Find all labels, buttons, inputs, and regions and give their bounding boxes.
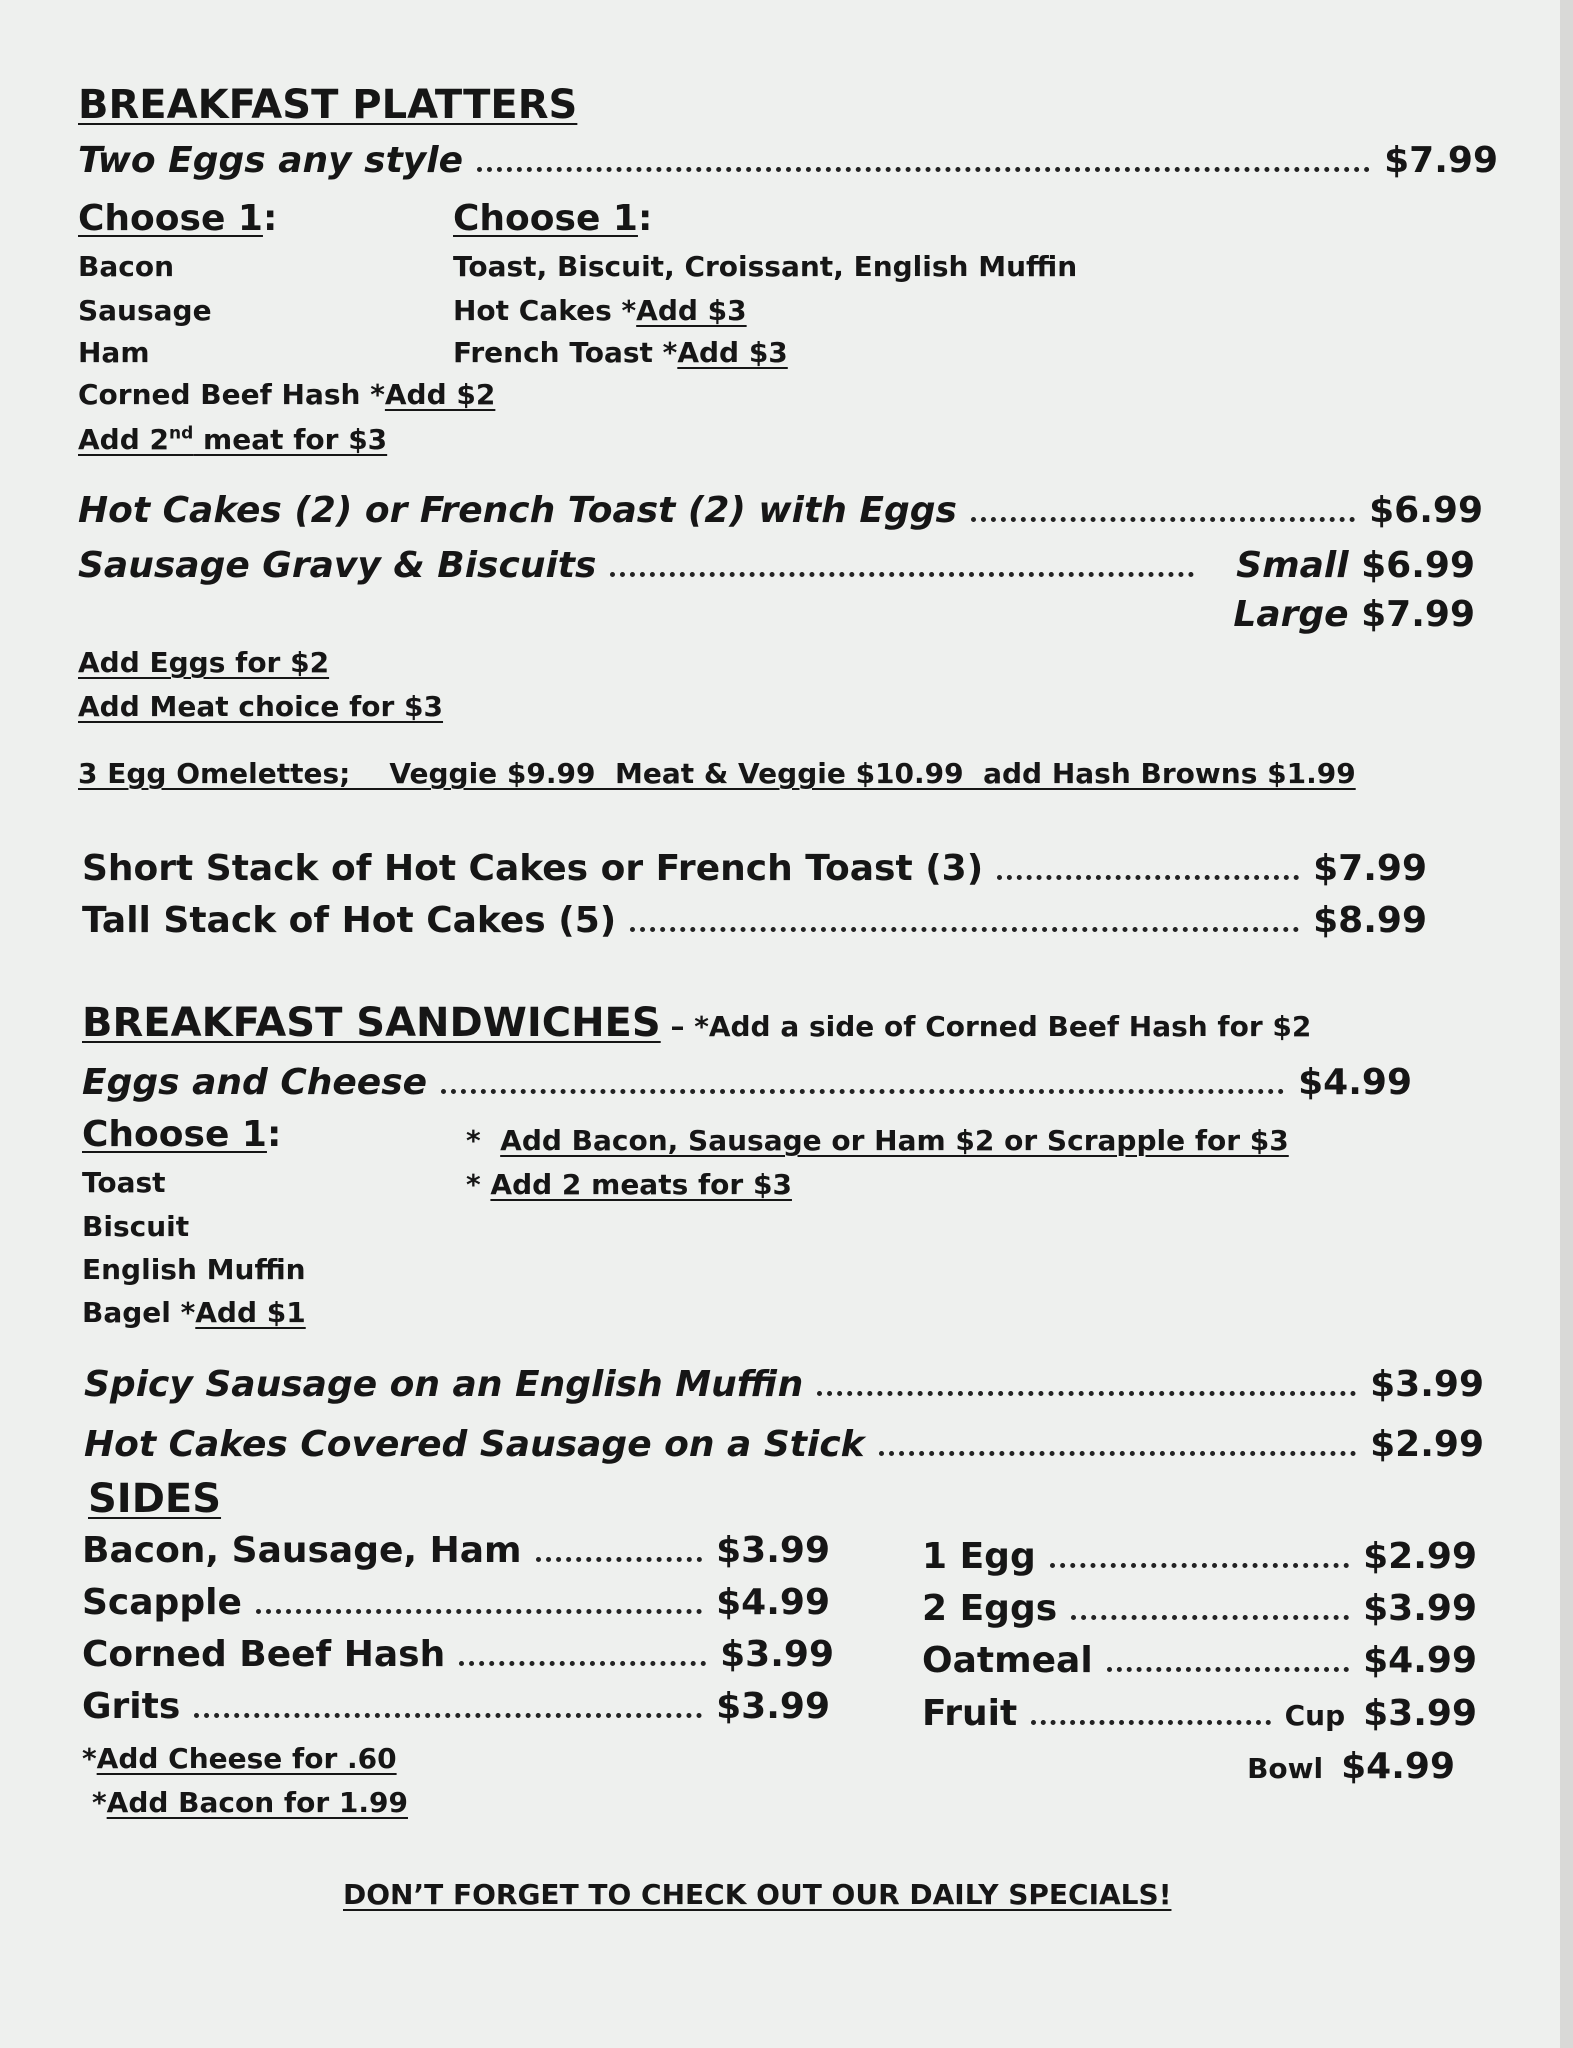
- leader-dots: [256, 1609, 702, 1614]
- section-heading-breakfast-sandwiches: BREAKFAST SANDWICHES – *Add a side of Corned Beef Hash for $2: [82, 1000, 1312, 1046]
- item-label: Scapple: [82, 1582, 242, 1623]
- item-label: Short Stack of Hot Cakes or French Toast (3): [82, 848, 984, 889]
- item-price: $3.99: [716, 1686, 830, 1727]
- leader-dots: [536, 1557, 703, 1562]
- leader-dots: [1031, 1720, 1270, 1725]
- choose-heading-bread: Choose 1:: [453, 198, 653, 239]
- item-label: 1 Egg: [922, 1536, 1036, 1577]
- option-second-meat: Add 2nd meat for $3: [78, 423, 388, 456]
- menu-item-spicy-sausage: [84, 1364, 1484, 1405]
- item-label: Sausage Gravy & Biscuits: [78, 545, 597, 586]
- menu-item-hot-cakes-eggs: [78, 490, 1483, 531]
- side-item: [82, 1582, 830, 1623]
- add-meat-note: Add Meat choice for $3: [78, 690, 444, 723]
- item-price: $3.99: [1370, 1364, 1484, 1405]
- daily-specials-footer: DON’T FORGET TO CHECK OUT OUR DAILY SPECIALS!: [343, 1878, 1172, 1911]
- menu-item-sausage-on-stick: [84, 1424, 1484, 1465]
- option-sausage: Sausage: [78, 294, 212, 327]
- leader-dots: [630, 927, 1299, 932]
- item-price: $6.99: [1369, 490, 1483, 531]
- add-bacon-note: *Add Bacon for 1.99: [92, 1786, 408, 1819]
- side-item-fruit: [922, 1693, 1477, 1734]
- item-price: $4.99: [1363, 1640, 1477, 1681]
- side-item: [922, 1536, 1477, 1577]
- gravy-large-price: Large $7.99: [1233, 594, 1475, 635]
- side-item: [82, 1530, 830, 1571]
- side-item: [922, 1588, 1477, 1629]
- leader-dots: [441, 1089, 1284, 1094]
- menu-item-eggs-cheese: [82, 1062, 1412, 1103]
- item-label: Tall Stack of Hot Cakes (5): [82, 900, 617, 941]
- fruit-cup-price: $3.99: [1363, 1693, 1477, 1734]
- item-label: 2 Eggs: [922, 1588, 1058, 1629]
- item-label: Fruit: [922, 1693, 1018, 1734]
- leader-dots: [1107, 1667, 1349, 1672]
- item-price: $4.99: [716, 1582, 830, 1623]
- option-ham: Ham: [78, 336, 150, 369]
- leader-dots: [997, 875, 1299, 880]
- item-price: $7.99: [1384, 140, 1498, 181]
- option-sandwich-bagel: Bagel *Add $1: [82, 1296, 306, 1329]
- option-sandwich-biscuit: Biscuit: [82, 1210, 190, 1243]
- item-price: $3.99: [716, 1530, 830, 1571]
- leader-dots: [1050, 1563, 1349, 1568]
- item-price: $4.99: [1298, 1062, 1412, 1103]
- option-corned-beef-hash: Corned Beef Hash *Add $2: [78, 378, 496, 411]
- add-cheese-note: *Add Cheese for .60: [82, 1742, 397, 1775]
- side-item: [82, 1686, 830, 1727]
- item-price: $3.99: [720, 1634, 834, 1675]
- sandwich-addon-two-meats: * Add 2 meats for $3: [466, 1168, 792, 1201]
- section-heading-breakfast-platters: BREAKFAST PLATTERS: [78, 82, 578, 128]
- item-price: $8.99: [1313, 900, 1427, 941]
- item-label: Bacon, Sausage, Ham: [82, 1530, 522, 1571]
- item-price: $2.99: [1363, 1536, 1477, 1577]
- item-label: Spicy Sausage on an English Muffin: [84, 1364, 804, 1405]
- option-bacon: Bacon: [78, 250, 175, 283]
- item-price: $2.99: [1370, 1424, 1484, 1465]
- item-label: Oatmeal: [922, 1640, 1093, 1681]
- fruit-bowl-price: Bowl $4.99: [1247, 1746, 1455, 1787]
- side-item: [922, 1640, 1477, 1681]
- item-label: Grits: [82, 1686, 181, 1727]
- item-label: Two Eggs any style: [78, 140, 463, 181]
- leader-dots: [477, 167, 1370, 172]
- sandwich-addon-meat: * Add Bacon, Sausage or Ham $2 or Scrapple for $3: [466, 1124, 1289, 1157]
- item-price: $3.99: [1363, 1588, 1477, 1629]
- option-sandwich-toast: Toast: [82, 1166, 166, 1199]
- item-price: $7.99: [1313, 848, 1427, 889]
- leader-dots: [879, 1451, 1356, 1456]
- item-label: Hot Cakes (2) or French Toast (2) with Eggs: [78, 490, 957, 531]
- choose-heading-meat: Choose 1:: [78, 198, 278, 239]
- leader-dots: [817, 1391, 1356, 1396]
- leader-dots: [1071, 1615, 1349, 1620]
- leader-dots: [194, 1713, 702, 1718]
- omelettes-line: 3 Egg Omelettes; Veggie $9.99 Meat & Veggie $10.99 add Hash Browns $1.99: [78, 757, 1356, 790]
- option-french-toast: French Toast *Add $3: [453, 336, 788, 369]
- item-label: Corned Beef Hash: [82, 1634, 446, 1675]
- menu-item-short-stack: [82, 848, 1427, 889]
- option-hot-cakes: Hot Cakes *Add $3: [453, 294, 747, 327]
- gravy-small-price: Small $6.99: [1236, 545, 1475, 586]
- item-label: Eggs and Cheese: [82, 1062, 428, 1103]
- leader-dots: [610, 572, 1194, 577]
- fruit-cup-label: Cup: [1284, 1699, 1346, 1732]
- choose-heading-sandwich-bread: Choose 1:: [82, 1114, 282, 1155]
- menu-item-two-eggs: [78, 140, 1498, 181]
- menu-item-gravy-biscuits: [78, 545, 1208, 586]
- menu-item-tall-stack: [82, 900, 1427, 941]
- side-item: [82, 1634, 834, 1675]
- add-eggs-note: Add Eggs for $2: [78, 646, 330, 679]
- item-label: Hot Cakes Covered Sausage on a Stick: [84, 1424, 865, 1465]
- leader-dots: [971, 517, 1355, 522]
- section-heading-sides: SIDES: [88, 1476, 222, 1522]
- leader-dots: [459, 1661, 706, 1666]
- option-toast-biscuit: Toast, Biscuit, Croissant, English Muffin: [453, 250, 1078, 283]
- option-sandwich-english-muffin: English Muffin: [82, 1253, 306, 1286]
